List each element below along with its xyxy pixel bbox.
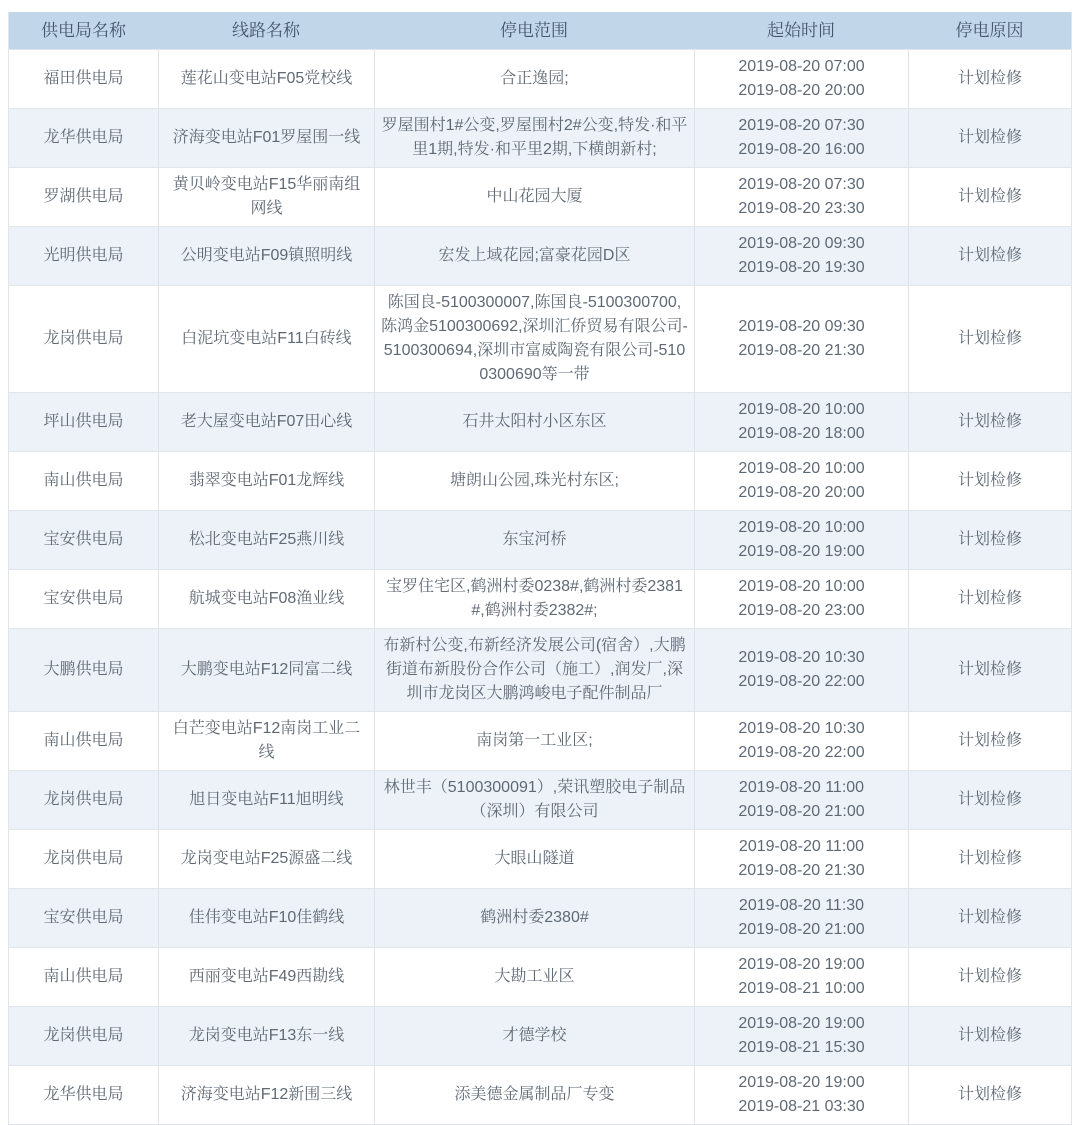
column-header-scope: 停电范围 (500, 20, 568, 40)
column-header-line: 线路名称 (232, 20, 300, 40)
reason-cell: 计划检修 (908, 947, 1071, 1006)
line-cell: 佳伟变电站F10佳鹤线 (158, 888, 374, 947)
bureau-cell: 龙岗供电局 (9, 829, 158, 888)
reason-cell: 计划检修 (908, 569, 1071, 628)
line-cell: 翡翠变电站F01龙辉线 (158, 451, 374, 510)
start-time: 2019-08-20 19:00 (738, 1015, 865, 1032)
start-time: 2019-08-20 07:30 (738, 176, 865, 193)
scope-cell: 鹤洲村委2380# (374, 888, 694, 947)
line-cell: 龙岗变电站F13东一线 (158, 1006, 374, 1065)
line-cell: 白芒变电站F12南岗工业二线 (158, 711, 374, 770)
table-row (9, 1006, 1071, 1065)
start-time: 2019-08-20 10:00 (738, 460, 865, 477)
reason-cell: 计划检修 (908, 1006, 1071, 1065)
table-row (9, 888, 1071, 947)
table-header-row (9, 12, 1071, 49)
scope-cell: 大勘工业区 (374, 947, 694, 1006)
end-time: 2019-08-20 19:30 (738, 259, 865, 276)
start-time: 2019-08-20 11:30 (738, 897, 865, 914)
column-header-reason: 停电原因 (955, 20, 1024, 40)
scope-cell: 罗屋围村1#公变,罗屋围村2#公变,特发·和平里1期,特发·和平里2期,下横朗新村; (374, 108, 694, 167)
end-time: 2019-08-20 21:30 (738, 862, 865, 879)
reason-cell: 计划检修 (908, 49, 1071, 108)
scope-cell: 陈国良-5100300007,陈国良-5100300700,陈鸿金5100300692,深圳汇侨贸易有限公司-5100300694,深圳市富威陶瓷有限公司-5100300690等一带 (374, 285, 694, 392)
scope-cell: 宏发上域花园;富豪花园D区 (374, 226, 694, 285)
end-time: 2019-08-21 15:30 (738, 1039, 865, 1056)
bureau-cell: 宝安供电局 (9, 510, 158, 569)
bureau-cell: 大鹏供电局 (9, 628, 158, 711)
time-cell (694, 167, 908, 226)
reason-cell: 计划检修 (908, 226, 1071, 285)
reason-cell: 计划检修 (908, 510, 1071, 569)
scope-cell: 中山花园大厦 (374, 167, 694, 226)
table-row (9, 628, 1071, 711)
line-cell: 黄贝岭变电站F15华丽南组网线 (158, 167, 374, 226)
line-cell: 莲花山变电站F05党校线 (158, 49, 374, 108)
bureau-cell: 坪山供电局 (9, 392, 158, 451)
time-cell (694, 451, 908, 510)
start-time: 2019-08-20 10:00 (738, 401, 865, 418)
scope-cell: 东宝河桥 (374, 510, 694, 569)
time-cell (694, 569, 908, 628)
line-cell: 龙岗变电站F25源盛二线 (158, 829, 374, 888)
start-time: 2019-08-20 11:00 (738, 779, 865, 796)
table-row (9, 711, 1071, 770)
reason-cell: 计划检修 (908, 888, 1071, 947)
end-time: 2019-08-20 18:00 (738, 425, 865, 442)
end-time: 2019-08-20 23:00 (738, 602, 865, 619)
table-row (9, 226, 1071, 285)
bureau-cell: 福田供电局 (9, 49, 158, 108)
bureau-cell: 南山供电局 (9, 451, 158, 510)
end-time: 2019-08-20 16:00 (738, 141, 865, 158)
scope-cell: 合正逸园; (374, 49, 694, 108)
line-cell: 老大屋变电站F07田心线 (158, 392, 374, 451)
reason-cell: 计划检修 (908, 711, 1071, 770)
reason-cell: 计划检修 (908, 285, 1071, 392)
reason-cell: 计划检修 (908, 829, 1071, 888)
bureau-cell: 宝安供电局 (9, 888, 158, 947)
reason-cell: 计划检修 (908, 1065, 1071, 1124)
reason-cell: 计划检修 (908, 108, 1071, 167)
line-cell: 大鹏变电站F12同富二线 (158, 628, 374, 711)
time-cell (694, 49, 908, 108)
line-cell: 松北变电站F25燕川线 (158, 510, 374, 569)
table-row (9, 770, 1071, 829)
time-cell (694, 711, 908, 770)
time-cell (694, 392, 908, 451)
reason-cell: 计划检修 (908, 392, 1071, 451)
end-time: 2019-08-20 20:00 (738, 82, 865, 99)
table-row (9, 569, 1071, 628)
scope-cell: 大眼山隧道 (374, 829, 694, 888)
reason-cell: 计划检修 (908, 628, 1071, 711)
scope-cell: 石井太阳村小区东区 (374, 392, 694, 451)
line-cell: 白泥坑变电站F11白砖线 (158, 285, 374, 392)
column-header-start-time: 起始时间 (767, 20, 835, 40)
end-time: 2019-08-20 20:00 (738, 484, 865, 501)
bureau-cell: 宝安供电局 (9, 569, 158, 628)
time-cell (694, 226, 908, 285)
end-time: 2019-08-20 22:00 (738, 744, 865, 761)
end-time: 2019-08-21 10:00 (738, 980, 865, 997)
table-body (9, 49, 1071, 1124)
bureau-cell: 罗湖供电局 (9, 167, 158, 226)
start-time: 2019-08-20 10:00 (738, 578, 865, 595)
end-time: 2019-08-21 03:30 (738, 1098, 865, 1115)
scope-cell: 塘朗山公园,珠光村东区; (374, 451, 694, 510)
time-cell (694, 1006, 908, 1065)
end-time: 2019-08-20 23:30 (738, 200, 865, 217)
bureau-cell: 南山供电局 (9, 947, 158, 1006)
end-time: 2019-08-20 21:00 (738, 921, 865, 938)
table-row (9, 49, 1071, 108)
time-cell (694, 1065, 908, 1124)
start-time: 2019-08-20 09:30 (738, 318, 865, 335)
start-time: 2019-08-20 19:00 (738, 1074, 865, 1091)
bureau-cell: 南山供电局 (9, 711, 158, 770)
table-row (9, 167, 1071, 226)
time-cell (694, 888, 908, 947)
time-cell (694, 628, 908, 711)
end-time: 2019-08-20 22:00 (738, 673, 865, 690)
scope-cell: 林世丰（5100300091）,荣讯塑胶电子制品（深圳）有限公司 (374, 770, 694, 829)
line-cell: 西丽变电站F49西勘线 (158, 947, 374, 1006)
bureau-cell: 龙岗供电局 (9, 285, 158, 392)
line-cell: 济海变电站F12新围三线 (158, 1065, 374, 1124)
time-cell (694, 829, 908, 888)
time-cell (694, 947, 908, 1006)
scope-cell: 添美德金属制品厂专变 (374, 1065, 694, 1124)
start-time: 2019-08-20 07:00 (738, 58, 865, 75)
bureau-cell: 龙岗供电局 (9, 1006, 158, 1065)
time-cell (694, 510, 908, 569)
start-time: 2019-08-20 10:30 (738, 649, 865, 666)
table-row (9, 285, 1071, 392)
start-time: 2019-08-20 10:30 (738, 720, 865, 737)
table-row (9, 392, 1071, 451)
reason-cell: 计划检修 (908, 167, 1071, 226)
scope-cell: 布新村公变,布新经济发展公司(宿舍）,大鹏街道布新股份合作公司（施工）,润发厂,深圳市龙岗区大鹏鸿峻电子配件制品厂 (374, 628, 694, 711)
scope-cell: 南岗第一工业区; (374, 711, 694, 770)
table-row (9, 108, 1071, 167)
time-cell (694, 285, 908, 392)
bureau-cell: 龙华供电局 (9, 1065, 158, 1124)
time-cell (694, 108, 908, 167)
bureau-cell: 龙岗供电局 (9, 770, 158, 829)
end-time: 2019-08-20 21:30 (738, 342, 865, 359)
scope-cell: 宝罗住宅区,鹤洲村委0238#,鹤洲村委2381#,鹤洲村委2382#; (374, 569, 694, 628)
table-row (9, 947, 1071, 1006)
outage-table (8, 12, 1072, 1125)
reason-cell: 计划检修 (908, 451, 1071, 510)
table-row (9, 510, 1071, 569)
page (0, 12, 1080, 1115)
line-cell: 旭日变电站F11旭明线 (158, 770, 374, 829)
reason-cell: 计划检修 (908, 770, 1071, 829)
start-time: 2019-08-20 07:30 (738, 117, 865, 134)
start-time: 2019-08-20 09:30 (738, 235, 865, 252)
start-time: 2019-08-20 10:00 (738, 519, 865, 536)
line-cell: 济海变电站F01罗屋围一线 (158, 108, 374, 167)
time-cell (694, 770, 908, 829)
start-time: 2019-08-20 19:00 (738, 956, 865, 973)
table-row (9, 829, 1071, 888)
bureau-cell: 光明供电局 (9, 226, 158, 285)
bureau-cell: 龙华供电局 (9, 108, 158, 167)
end-time: 2019-08-20 19:00 (738, 543, 865, 560)
line-cell: 公明变电站F09镇照明线 (158, 226, 374, 285)
table-row (9, 1065, 1071, 1124)
line-cell: 航城变电站F08渔业线 (158, 569, 374, 628)
column-header-bureau: 供电局名称 (41, 20, 126, 40)
start-time: 2019-08-20 11:00 (738, 838, 865, 855)
end-time: 2019-08-20 21:00 (738, 803, 865, 820)
scope-cell: 才德学校 (374, 1006, 694, 1065)
table-row (9, 451, 1071, 510)
